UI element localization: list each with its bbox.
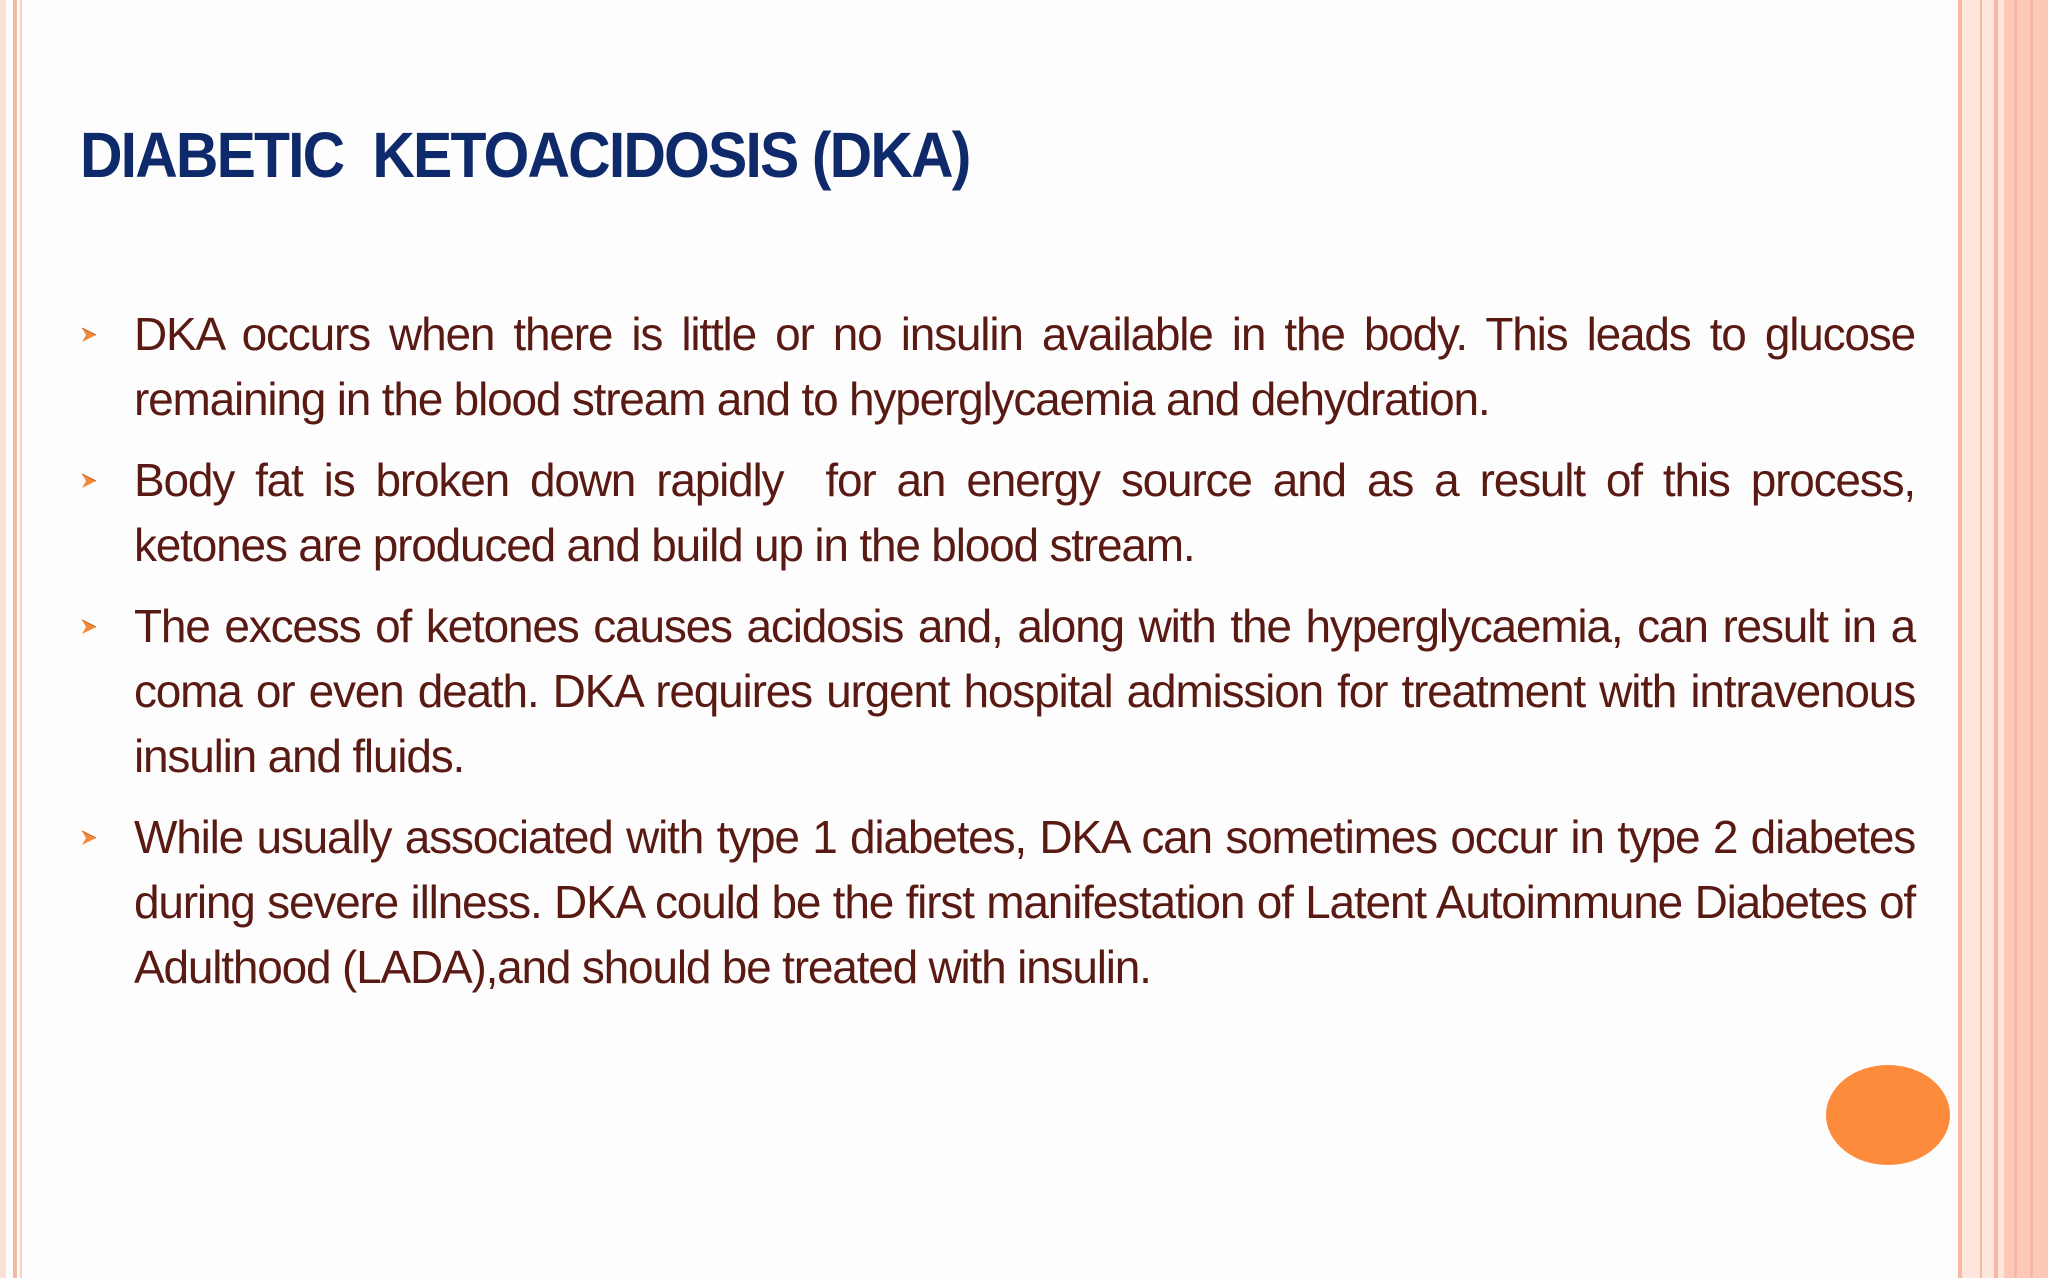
right-border-line xyxy=(2014,0,2017,1278)
bullet-item xyxy=(80,448,1927,578)
bullet-text: Body fat is broken down rapidly for an energy source and as a result of this process, ketones are produced and build up in the blood stream. xyxy=(134,454,1927,571)
left-border-line xyxy=(13,0,17,1278)
right-border-line xyxy=(1958,0,1962,1278)
chevron-arrow-icon xyxy=(80,326,98,344)
orange-accent-dot xyxy=(1826,1065,1950,1165)
left-border-line xyxy=(20,0,22,1278)
bullet-item xyxy=(80,594,1927,789)
right-border-line xyxy=(1994,0,1998,1278)
bullet-text: The excess of ketones causes acidosis and, along with the hyperglycaemia, can result in a coma or even death. DKA requires urgent hospital admission for treatment with intravenous insulin and fluids. xyxy=(134,600,1927,782)
chevron-arrow-icon xyxy=(80,472,98,490)
right-border-line xyxy=(2004,0,2048,1278)
right-border-line xyxy=(1980,0,1982,1278)
left-border-line xyxy=(0,0,6,1278)
right-border-line xyxy=(2030,0,2033,1278)
bullet-text: DKA occurs when there is little or no insulin available in the body. This leads to glucose remaining in the blood stream and to hyperglycaemia and dehydration. xyxy=(134,308,1927,425)
bullet-item xyxy=(80,302,1927,432)
slide-title: DIABETIC KETOACIDOSIS (DKA) xyxy=(80,119,970,191)
chevron-arrow-icon xyxy=(80,618,98,636)
right-border-line xyxy=(1968,0,1976,1278)
bullet-text: While usually associated with type 1 diabetes, DKA can sometimes occur in type 2 diabetes during severe illness. DKA could be the first manifestation of Latent Autoimmune Diabetes of Adulthood (LADA),and should be treated with insulin. xyxy=(134,811,1927,993)
bullet-list xyxy=(80,302,1927,1016)
chevron-arrow-icon xyxy=(80,829,98,847)
bullet-item xyxy=(80,805,1927,1000)
